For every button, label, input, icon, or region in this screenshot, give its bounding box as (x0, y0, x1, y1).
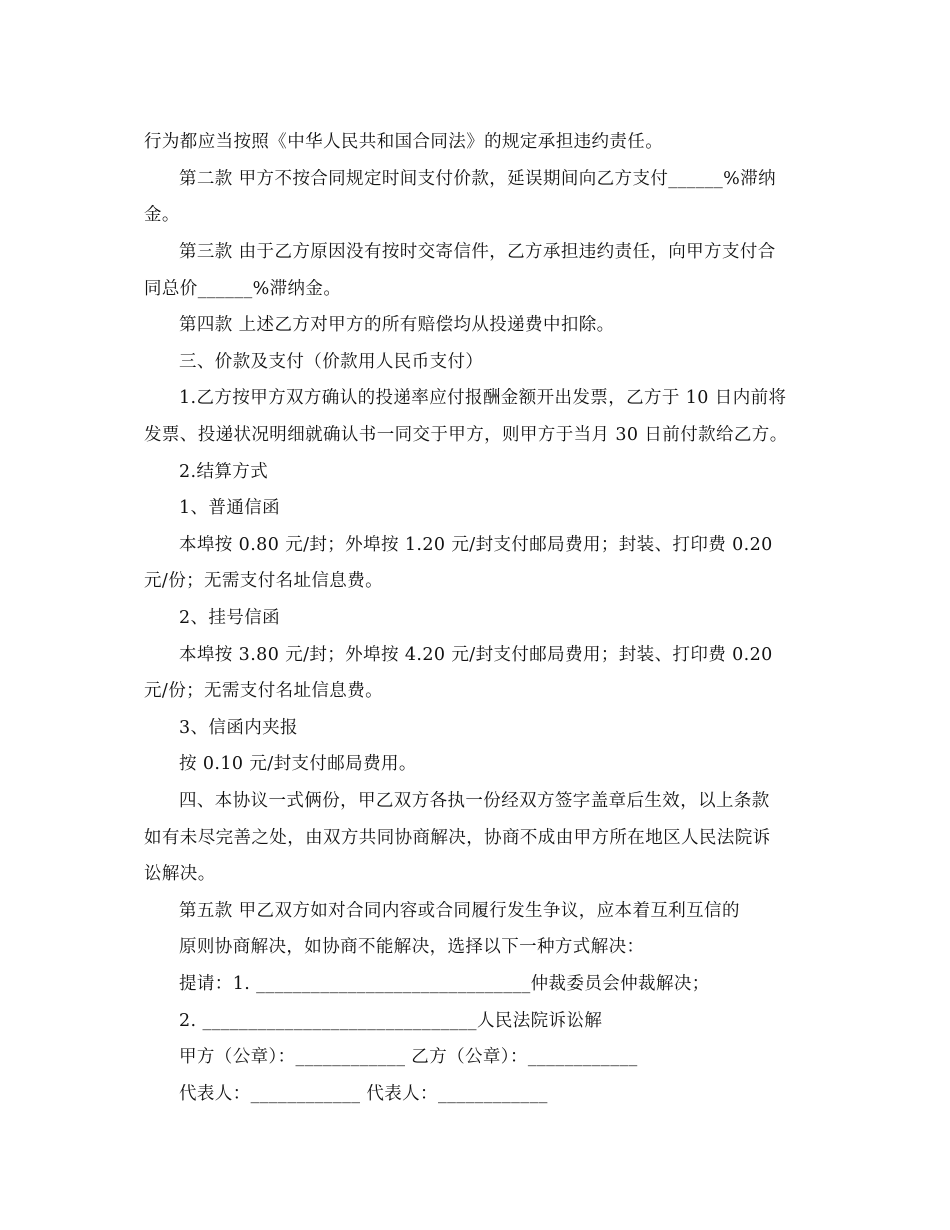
registered-letter-line-1: 本埠按 3.80 元/封；外埠按 4.20 元/封支付邮局费用；封装、打印费 0.20 (179, 645, 773, 665)
payment-item-1-line-1: 1.乙方按甲方双方确认的投递率应付报酬金额开出发票，乙方于 10 日内前将 (179, 388, 787, 408)
section-4-line-2: 如有未尽完善之处，由双方共同协商解决，协商不成由甲方所在地区人民法院诉 (144, 828, 771, 848)
ordinary-letter-line-2: 元/份；无需支付名址信息费。 (144, 571, 383, 591)
ordinary-letter-heading: 1、普通信函 (179, 498, 281, 518)
insert-line: 按 0.10 元/封支付邮局费用。 (179, 754, 417, 774)
section-4-line-3: 讼解决。 (144, 864, 216, 884)
insert-heading: 3、信函内夹报 (179, 718, 298, 738)
section-4-line-1: 四、本协议一式俩份，甲乙双方各执一份经双方签字盖章后生效，以上条款 (179, 791, 770, 811)
arbitration-option: 提请：1. ______________________________仲裁委员会仲裁解决； (179, 974, 710, 994)
court-option: 2. ______________________________人民法院诉讼解 (179, 1011, 603, 1031)
clause-4-line: 第四款 上述乙方对甲方的所有赔偿均从投递费中扣除。 (179, 315, 615, 335)
registered-letter-line-2: 元/份；无需支付名址信息费。 (144, 681, 383, 701)
payment-item-1-line-2: 发票、投递状况明细就确认书一同交于甲方，则甲方于当月 30 日前付款给乙方。 (144, 425, 788, 445)
clause-3-line-1: 第三款 由于乙方原因没有按时交寄信件，乙方承担违约责任，向甲方支付合 (179, 242, 776, 262)
clause-5-line-2: 原则协商解决，如协商不能解决，选择以下一种方式解决： (179, 937, 645, 957)
settlement-heading: 2.结算方式 (179, 462, 269, 482)
representative-signature-line: 代表人：____________ 代表人：____________ (179, 1084, 548, 1104)
section-3-heading: 三、价款及支付（价款用人民币支付） (179, 352, 484, 372)
ordinary-letter-line-1: 本埠按 0.80 元/封；外埠按 1.20 元/封支付邮局费用；封装、打印费 0.20 (179, 535, 773, 555)
registered-letter-heading: 2、挂号信函 (179, 608, 281, 628)
clause-2-line-1: 第二款 甲方不按合同规定时间支付价款，延误期间向乙方支付______%滞纳 (179, 169, 776, 189)
clause-2-line-2: 金。 (144, 205, 180, 225)
seal-signature-line: 甲方（公章）：____________ 乙方（公章）：____________ (179, 1047, 638, 1067)
clause-5-line-1: 第五款 甲乙双方如对合同内容或合同履行发生争议，应本着互利互信的 (179, 901, 740, 921)
paragraph-line-1: 行为都应当按照《中华人民共和国合同法》的规定承担违约责任。 (144, 132, 664, 152)
clause-3-line-2: 同总价______%滞纳金。 (144, 279, 342, 299)
